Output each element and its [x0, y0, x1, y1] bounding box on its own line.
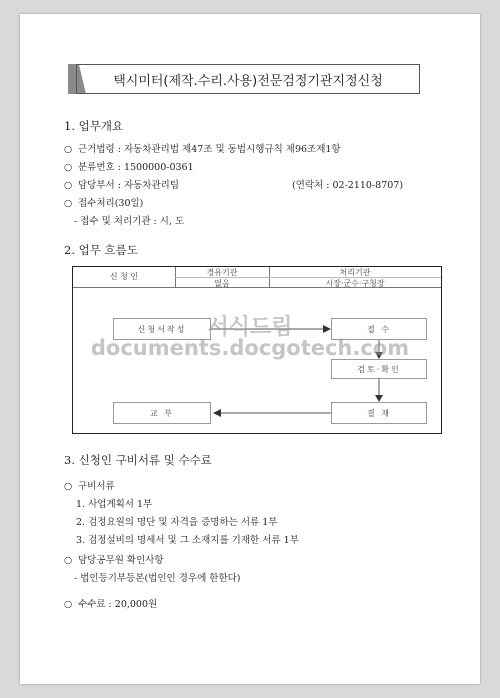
- code-text: 분류번호 : 1500000-0361: [78, 162, 194, 173]
- processing-text: 접수처리(30일): [78, 198, 144, 209]
- col-proc-sub: 시장·군수·구청장: [325, 279, 385, 288]
- doc-item: 2. 검정요원의 명단 및 자격을 증명하는 서류 1부: [76, 517, 278, 528]
- box-receive: 접 수: [331, 318, 427, 340]
- law-text: 근거법령 : 자동차관리법 제47조 및 동법시행규칙 제96조제1항: [78, 144, 341, 155]
- section1-contact: (연락처 : 02-2110-8707): [292, 180, 404, 191]
- circle-bullet-icon: ○: [64, 481, 73, 492]
- confirm-title-text: 담당공무원 확인사항: [78, 555, 164, 566]
- dept-text: 담당부서 : 자동차관리팀: [78, 180, 180, 191]
- fee-text: 수수료 : 20,000원: [78, 599, 158, 610]
- circle-bullet-icon: ○: [64, 599, 73, 610]
- col-via: 경유기관: [206, 268, 238, 277]
- col-via-sub: 없음: [214, 279, 230, 288]
- docs-title-text: 구비서류: [78, 481, 115, 492]
- document-page: [20, 14, 480, 684]
- col-proc: 처리기관: [339, 268, 371, 277]
- box-review: 검토·확인: [331, 359, 427, 379]
- section1-sub-agency: - 접수 및 처리기관 : 시, 도: [74, 216, 185, 227]
- box-write: 신청서작성: [113, 318, 211, 340]
- circle-bullet-icon: ○: [64, 555, 73, 566]
- section1-item-code: [64, 159, 194, 173]
- section3-heading: 3. 신청인 구비서류 및 수수료: [64, 453, 212, 467]
- arrow-head-left-icon: [213, 409, 221, 417]
- confirm-item: - 법인등기부등본(법인인 경우에 한한다): [74, 573, 241, 584]
- doc-item: 1. 사업계획서 1부: [76, 499, 153, 510]
- section2-heading: 2. 업무 흐름도: [64, 243, 138, 257]
- docs-title: [64, 478, 115, 492]
- circle-bullet-icon: ○: [64, 162, 73, 173]
- circle-bullet-icon: ○: [64, 198, 73, 209]
- title-text: 택시미터(제작.수리.사용)전문검정기관지정신청: [113, 73, 383, 89]
- doc-item: 3. 검정설비의 명세서 및 그 소재지를 기재한 서류 1부: [76, 535, 299, 546]
- circle-bullet-icon: ○: [64, 144, 73, 155]
- col-applicant: 신 청 인: [109, 272, 139, 281]
- arrow-head-down-icon: [375, 395, 383, 402]
- box-approve: 결 재: [331, 402, 427, 424]
- section1-item-processing: [64, 195, 143, 209]
- section1-item-law: [64, 141, 341, 155]
- box-issue: 교 부: [113, 402, 211, 424]
- confirm-title: [64, 552, 164, 566]
- document-title: [76, 64, 420, 94]
- section1-item-dept: [64, 177, 179, 191]
- circle-bullet-icon: ○: [64, 180, 73, 191]
- watermark-url: documents.docgotech.com: [90, 336, 410, 360]
- watermark-title: 서식드림: [207, 315, 293, 340]
- fee: [64, 596, 157, 610]
- section1-heading: 1. 업무개요: [64, 119, 124, 133]
